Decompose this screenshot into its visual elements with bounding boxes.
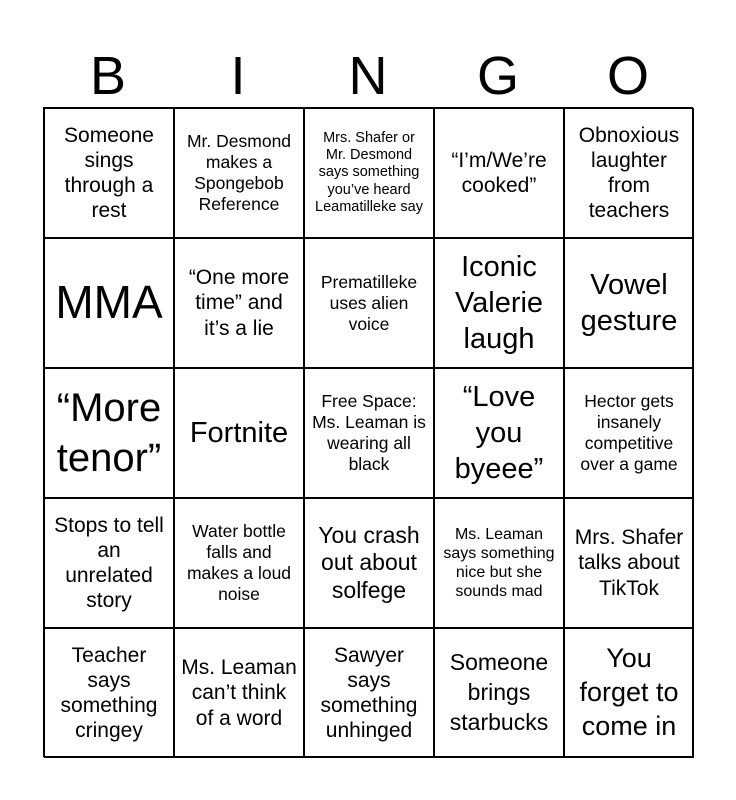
cell-text: Mrs. Shafer talks about TikTok bbox=[574, 526, 684, 600]
header-letter-i: I bbox=[230, 46, 246, 106]
bingo-cell[interactable] bbox=[434, 108, 564, 238]
cell-text: “Love you byeee” bbox=[454, 380, 544, 486]
bingo-cell[interactable] bbox=[304, 238, 434, 368]
bingo-cell[interactable] bbox=[304, 498, 434, 628]
bingo-cell[interactable] bbox=[434, 368, 564, 498]
cell-text: Someone brings starbucks bbox=[449, 649, 549, 735]
header-letter-n: N bbox=[348, 46, 388, 106]
bingo-cell[interactable] bbox=[44, 238, 174, 368]
cell-text: You crash out about solfege bbox=[318, 521, 420, 603]
cell-text: Mr. Desmond makes a Spongebob Reference bbox=[186, 131, 292, 214]
cell-text: Ms. Leaman says something nice but she sounds mad bbox=[443, 525, 555, 601]
cell-text: Mrs. Shafer or Mr. Desmond says something you’ve heard Leamatilleke say bbox=[315, 129, 423, 216]
cell-text: Water bottle falls and makes a loud noise bbox=[186, 521, 292, 604]
cell-text: Sawyer says something unhinged bbox=[320, 643, 418, 743]
cell-text: “One more time” and it’s a lie bbox=[188, 266, 290, 340]
header-letter-g: G bbox=[476, 46, 519, 106]
bingo-cell[interactable] bbox=[174, 238, 304, 368]
cell-text: Vowel gesture bbox=[580, 268, 678, 337]
bingo-cell[interactable] bbox=[44, 628, 174, 758]
cell-text: “More tenor” bbox=[56, 386, 162, 480]
bingo-header bbox=[43, 46, 693, 106]
bingo-cell[interactable] bbox=[44, 108, 174, 238]
cell-text: Obnoxious laughter from teachers bbox=[578, 123, 680, 223]
cell-text: Prematilleke uses alien voice bbox=[320, 271, 418, 334]
cell-text: Stops to tell an unrelated story bbox=[54, 513, 164, 613]
cell-text: Teacher says something cringey bbox=[60, 643, 158, 743]
bingo-cell[interactable] bbox=[174, 108, 304, 238]
bingo-cell[interactable] bbox=[44, 498, 174, 628]
header-letter-b: B bbox=[89, 46, 127, 106]
bingo-cell[interactable] bbox=[564, 368, 694, 498]
bingo-cell[interactable] bbox=[174, 368, 304, 498]
bingo-cell[interactable] bbox=[434, 238, 564, 368]
cell-text: Free Space: Ms. Leaman is wearing all black bbox=[312, 391, 426, 474]
bingo-cell[interactable] bbox=[304, 108, 434, 238]
bingo-cell[interactable] bbox=[434, 498, 564, 628]
bingo-cell[interactable] bbox=[434, 628, 564, 758]
bingo-cell[interactable] bbox=[44, 368, 174, 498]
cell-text: Iconic Valerie laugh bbox=[454, 250, 544, 356]
free-space-cell[interactable] bbox=[304, 368, 434, 498]
bingo-cell[interactable] bbox=[304, 628, 434, 758]
cell-text: Fortnite bbox=[189, 416, 289, 449]
bingo-cell[interactable] bbox=[564, 238, 694, 368]
header-letter-o: O bbox=[606, 46, 649, 106]
cell-text: MMA bbox=[55, 276, 163, 329]
bingo-cell[interactable] bbox=[174, 628, 304, 758]
bingo-board bbox=[43, 107, 693, 757]
bingo-cell[interactable] bbox=[564, 108, 694, 238]
bingo-cell[interactable] bbox=[564, 498, 694, 628]
cell-text: “I’m/We’re cooked” bbox=[451, 148, 547, 197]
cell-text: You forget to come in bbox=[579, 643, 679, 741]
cell-text: Someone sings through a rest bbox=[64, 123, 154, 223]
cell-text: Ms. Leaman can’t think of a word bbox=[181, 656, 297, 730]
bingo-cell[interactable] bbox=[564, 628, 694, 758]
cell-text: Hector gets insanely competitive over a game bbox=[580, 391, 678, 474]
bingo-cell[interactable] bbox=[174, 498, 304, 628]
